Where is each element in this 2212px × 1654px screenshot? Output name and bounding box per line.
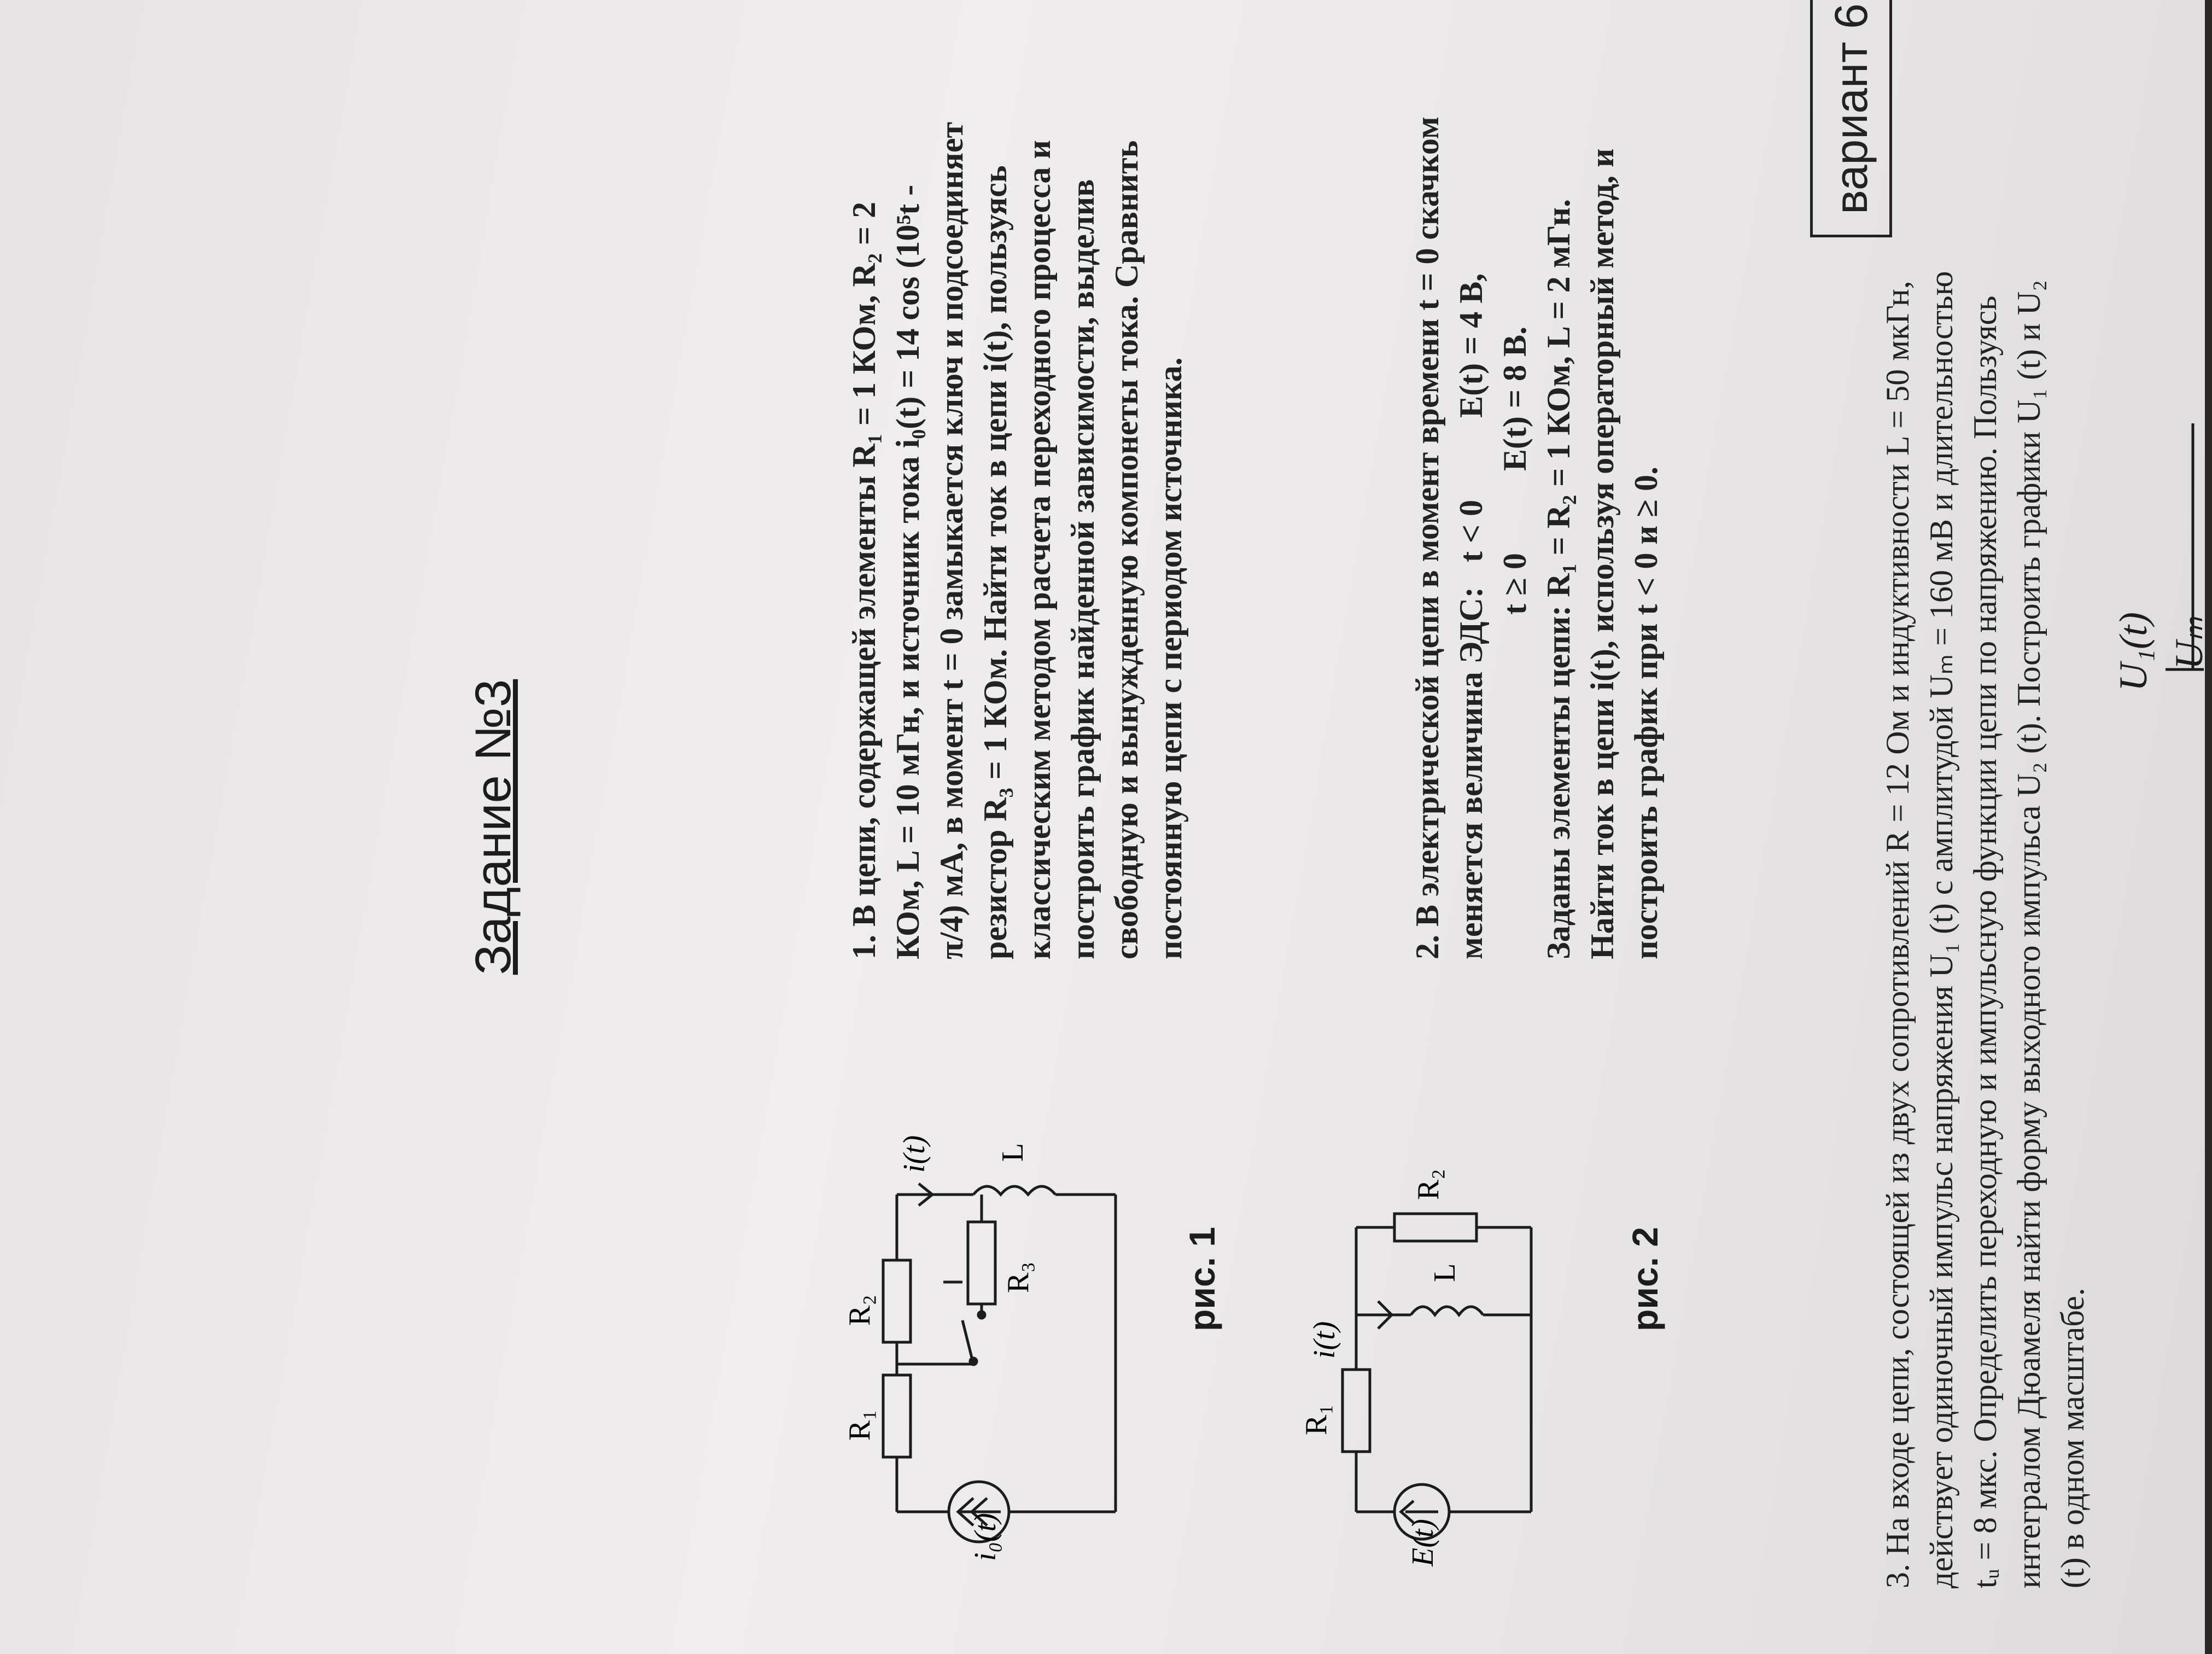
task-3-line: действует одиночный импульс напряжения U₁ (t) с амплитудой Uₘ = 160 мВ и длительностью (1923, 271, 1959, 1588)
label-source-1: i₀(t) (968, 1513, 1002, 1561)
label-l-1: L (996, 1143, 1030, 1162)
task-3-line: (t) в одном масштабе. (2055, 1288, 2091, 1588)
task-1-line: построить график найденной зависимости, выделив (1065, 179, 1101, 959)
graph-y-label: U₁(t) (2111, 612, 2155, 691)
figure-caption-1: рис. 1 (1182, 1227, 1222, 1331)
task-3-line: tᵤ = 8 мкс. Определить переходную и импульсную функции цепи по напряжению. Пользуясь (1967, 295, 2003, 1588)
task-2-text (1405, 0, 1668, 959)
task-3-line: интегралом Дюамеля найти форму выходного импульса U₂ (t). Построить графики U₁ (t) и U₂ (2011, 279, 2047, 1588)
label-r1-1: R₁ (843, 1410, 877, 1441)
task-3-text (1876, 13, 2094, 1588)
task-1-line: постоянную цепи с периодом источника. (1152, 357, 1188, 959)
label-r1-2: R₁ (1299, 1404, 1333, 1435)
task-1-text (842, 0, 1192, 959)
task-2-line: Найти ток в цепи i(t), используя операторный метод, и (1584, 148, 1620, 959)
task-1-line: π/4) мА, в момент t = 0 замыкается ключ и подсоединяет (933, 121, 970, 959)
task-2-line: Заданы элементы цепи: R₁ = R₂ = 1 КОм, L = 2 мГн. (1540, 199, 1577, 959)
circuit-figure-2 (1274, 1003, 1580, 1577)
label-current-2: i(t) (1308, 1321, 1341, 1359)
task-1-line: свободную и вынужденную компонеты тока. Сравнить (1108, 140, 1145, 959)
label-current-1: i(t) (897, 1135, 931, 1173)
variant-label: вариант 6 (1810, 0, 1892, 237)
task-1-line: КОм, L = 10 мГн, и источник тока i₀(t) = 14 cos (10⁵t - (890, 184, 926, 959)
assignment-title: Задание №3 (465, 679, 521, 975)
label-l-2: L (1428, 1263, 1462, 1282)
task-2-line: построить график при t < 0 и ≥ 0. (1628, 467, 1664, 959)
task-2-line: меняется величина ЭДС: t < 0 E(t) = 4 В, (1453, 273, 1489, 959)
task-1-line: классическим методом расчета переходного процесса и (1021, 139, 1057, 959)
label-r2-2: R₂ (1411, 1169, 1445, 1200)
label-r3-1: R₃ (1001, 1262, 1035, 1293)
task-3-line: 3. На входе цепи, состоящей из двух сопротивлений R = 12 Ом и индуктивности L = 50 мкГн, (1880, 281, 1916, 1588)
label-r2-1: R₂ (843, 1295, 877, 1326)
task-2-line: 2. В электрической цепи в момент времени t = 0 скачком (1409, 117, 1445, 959)
task-1-line: резистор R₃ = 1 КОм. Найти ток в цепи i(t), пользуясь (977, 165, 1013, 959)
task-1-line: 1. В цепи, содержащей элементы R₁ = 1 КОм, R₂ = 2 (846, 201, 882, 959)
circuit-figure-1 (837, 1003, 1165, 1577)
figure-caption-2: рис. 2 (1625, 1227, 1665, 1331)
label-source-2: E(t) (1406, 1518, 1440, 1566)
task-2-line: t ≥ 0 E(t) = 8 В. (1497, 326, 1533, 959)
graph-amplitude-label: Uₘ (2167, 616, 2211, 669)
